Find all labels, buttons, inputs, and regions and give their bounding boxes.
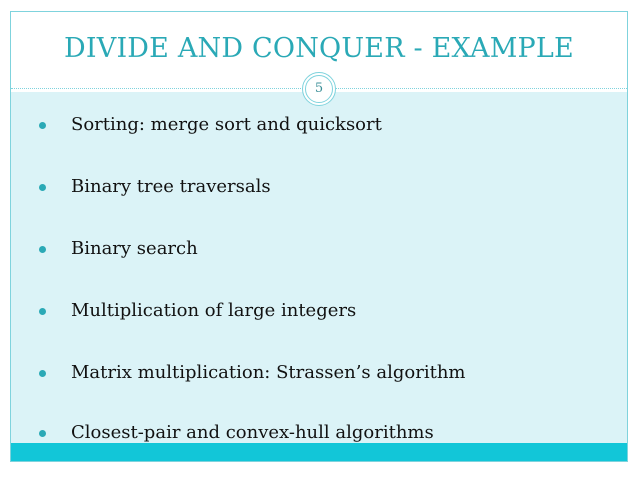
slide-title: DIVIDE AND CONQUER - EXAMPLE <box>64 33 574 64</box>
bullet-text: Multiplication of large integers <box>71 300 357 321</box>
bullet-item <box>11 172 611 200</box>
bullet-dot-icon <box>39 184 46 191</box>
bullet-text: Binary search <box>71 238 198 259</box>
bullet-item <box>11 418 611 446</box>
bullet-text: Sorting: merge sort and quicksort <box>71 114 382 135</box>
bullet-item <box>11 358 611 386</box>
content-panel <box>11 92 627 443</box>
bullet-dot-icon <box>39 122 46 129</box>
bullet-item <box>11 234 611 262</box>
bullet-dot-icon <box>39 246 46 253</box>
bullet-item <box>11 296 611 324</box>
page-number-badge <box>302 72 336 106</box>
bullet-item <box>11 110 611 138</box>
bullet-text: Binary tree traversals <box>71 176 271 197</box>
bullet-text: Closest-pair and convex-hull algorithms <box>71 422 434 443</box>
bullet-dot-icon <box>39 370 46 377</box>
footer-bar <box>11 443 627 461</box>
bullet-text: Matrix multiplication: Strassen’s algorithm <box>71 362 466 383</box>
bullet-dot-icon <box>39 308 46 315</box>
page-number: 5 <box>314 81 324 96</box>
bullet-dot-icon <box>39 430 46 437</box>
